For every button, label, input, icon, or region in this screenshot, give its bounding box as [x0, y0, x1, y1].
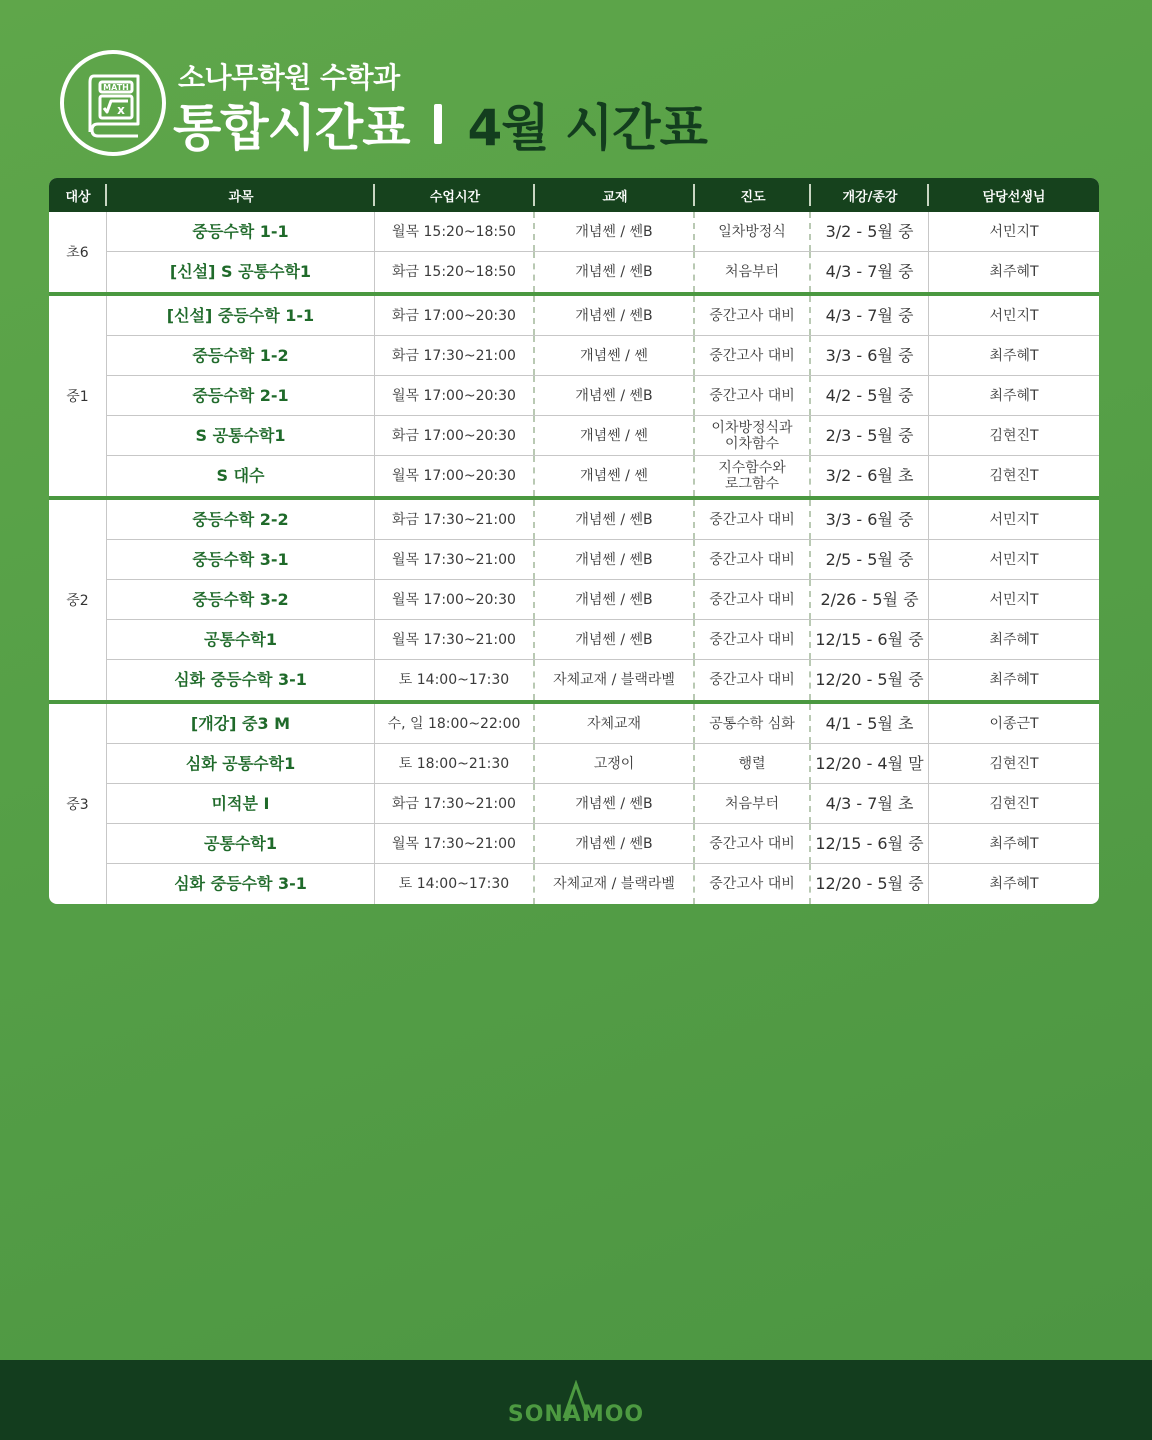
cell-book: 자체교재 / 블랙라벨 [535, 660, 695, 700]
cell-time: 토 18:00~21:30 [375, 744, 535, 783]
sonamoo-logo [486, 1380, 666, 1428]
cell-period: 4/3 - 7월 중 [811, 252, 929, 292]
cell-period: 12/15 - 6월 중 [811, 824, 929, 863]
table-row [107, 212, 1099, 252]
cell-book: 개념쎈 / 쎈 [535, 456, 695, 496]
column-header-time: 수업시간 [375, 178, 535, 212]
cell-book: 개념쎈 / 쎈B [535, 212, 695, 251]
cell-progress: 행렬 [695, 744, 811, 783]
cell-teacher: 이종근T [989, 715, 1039, 732]
cell-progress: 처음부터 [695, 252, 811, 292]
cell-book: 고쟁이 [535, 744, 695, 783]
cell-teacher: 서민지T [989, 223, 1039, 240]
column-header-subject: 과목 [107, 178, 375, 212]
cell-subject: 심화 공통수학1 [107, 744, 375, 783]
column-header-target: 대상 [49, 178, 107, 212]
cell-teacher: 서민지T [989, 307, 1039, 324]
cell-period: 2/5 - 5월 중 [811, 540, 929, 579]
table-row [107, 252, 1099, 292]
cell-book: 개념쎈 / 쎈B [535, 296, 695, 335]
cell-subject: 심화 중등수학 3-1 [107, 864, 375, 904]
cell-progress: 중간고사 대비 [695, 824, 811, 863]
cell-progress: 중간고사 대비 [695, 296, 811, 335]
table-row [107, 784, 1099, 824]
page-title [173, 92, 707, 156]
cell-teacher: 최주혜T [989, 835, 1039, 852]
cell-teacher: 김현진T [989, 468, 1039, 484]
cell-period: 4/1 - 5월 초 [811, 704, 929, 743]
table-row [107, 540, 1099, 580]
cell-subject: 중등수학 3-1 [107, 540, 375, 579]
cell-period: 12/20 - 5월 중 [811, 864, 929, 904]
svg-text:x: x [117, 103, 125, 117]
column-header-progress: 진도 [695, 178, 811, 212]
cell-progress: 중간고사 대비 [695, 376, 811, 415]
cell-progress: 중간고사 대비 [695, 580, 811, 619]
cell-subject: 미적분 I [107, 784, 375, 823]
cell-book: 개념쎈 / 쎈B [535, 376, 695, 415]
cell-teacher: 최주혜T [989, 876, 1039, 892]
title-main: 통합시간표 [173, 99, 410, 157]
table-row [107, 620, 1099, 660]
table-body [49, 212, 1099, 904]
cell-period: 12/15 - 6월 중 [811, 620, 929, 659]
cell-subject: 공통수학1 [107, 620, 375, 659]
table-row [107, 744, 1099, 784]
cell-time: 수, 일 18:00~22:00 [375, 704, 535, 743]
table-row [107, 580, 1099, 620]
cell-teacher: 김현진T [989, 755, 1039, 772]
cell-book: 개념쎈 / 쎈 [535, 336, 695, 375]
cell-progress: 지수함수와 로그함수 [695, 456, 811, 496]
cell-period: 3/2 - 6월 초 [811, 456, 929, 496]
cell-progress: 중간고사 대비 [695, 336, 811, 375]
table-row [107, 376, 1099, 416]
cell-book: 개념쎈 / 쎈B [535, 784, 695, 823]
cell-time: 월목 17:30~21:00 [375, 824, 535, 863]
table-row [107, 416, 1099, 456]
cell-period: 4/3 - 7월 초 [811, 784, 929, 823]
cell-book: 개념쎈 / 쎈B [535, 824, 695, 863]
table-group [49, 296, 1099, 500]
cell-time: 토 14:00~17:30 [375, 864, 535, 904]
column-header-book: 교재 [535, 178, 695, 212]
math-book-logo-icon [60, 50, 166, 156]
cell-period: 12/20 - 4월 말 [811, 744, 929, 783]
cell-period: 3/2 - 5월 중 [811, 212, 929, 251]
cell-book: 개념쎈 / 쎈 [535, 416, 695, 455]
academy-subtitle: 소나무학원 수학과 [178, 61, 400, 94]
cell-time: 월목 17:30~21:00 [375, 540, 535, 579]
cell-target: 중1 [49, 296, 107, 496]
cell-teacher: 최주혜T [989, 264, 1039, 280]
table-row [107, 296, 1099, 336]
cell-progress: 중간고사 대비 [695, 660, 811, 700]
table-row [107, 704, 1099, 744]
cell-time: 토 14:00~17:30 [375, 660, 535, 700]
cell-progress: 중간고사 대비 [695, 864, 811, 904]
cell-period: 4/2 - 5월 중 [811, 376, 929, 415]
cell-teacher: 서민지T [989, 511, 1039, 528]
cell-target: 중2 [49, 500, 107, 700]
title-divider [434, 104, 442, 144]
table-row [107, 660, 1099, 700]
cell-subject: [신설] S 공통수학1 [107, 252, 375, 292]
table-row [107, 864, 1099, 904]
table-row [107, 456, 1099, 496]
table-row [107, 500, 1099, 540]
cell-subject: 심화 중등수학 3-1 [107, 660, 375, 700]
column-header-teacher: 담당선생님 [982, 189, 1046, 205]
cell-time: 월목 17:00~20:30 [375, 456, 535, 496]
table-group [49, 212, 1099, 296]
cell-progress: 이차방정식과 이차함수 [695, 416, 811, 455]
cell-time: 월목 15:20~18:50 [375, 212, 535, 251]
cell-teacher: 서민지T [989, 551, 1039, 568]
table-row [107, 824, 1099, 864]
cell-book: 개념쎈 / 쎈B [535, 540, 695, 579]
cell-progress: 공통수학 심화 [695, 704, 811, 743]
cell-progress: 처음부터 [695, 784, 811, 823]
cell-subject: 중등수학 2-2 [107, 500, 375, 539]
cell-teacher: 서민지T [989, 591, 1039, 608]
cell-teacher: 최주혜T [989, 387, 1039, 404]
cell-book: 자체교재 / 블랙라벨 [535, 864, 695, 904]
cell-progress: 중간고사 대비 [695, 500, 811, 539]
cell-time: 월목 17:30~21:00 [375, 620, 535, 659]
cell-period: 2/3 - 5월 중 [811, 416, 929, 455]
cell-period: 4/3 - 7월 중 [811, 296, 929, 335]
cell-subject: 중등수학 1-1 [107, 212, 375, 251]
table-row [107, 336, 1099, 376]
cell-subject: 중등수학 3-2 [107, 580, 375, 619]
cell-teacher: 김현진T [989, 427, 1039, 444]
cell-subject: [신설] 중등수학 1-1 [107, 296, 375, 335]
cell-teacher: 최주혜T [989, 631, 1039, 648]
cell-period: 12/20 - 5월 중 [811, 660, 929, 700]
cell-progress: 중간고사 대비 [695, 540, 811, 579]
brand-name: SONAMOO [507, 1402, 645, 1427]
cell-period: 2/26 - 5월 중 [811, 580, 929, 619]
table-group [49, 704, 1099, 904]
cell-subject: [개강] 중3 M [107, 704, 375, 743]
cell-time: 월목 17:00~20:30 [375, 580, 535, 619]
cell-time: 월목 17:00~20:30 [375, 376, 535, 415]
cell-period: 3/3 - 6월 중 [811, 500, 929, 539]
cell-time: 화금 17:30~21:00 [375, 784, 535, 823]
cell-subject: 중등수학 2-1 [107, 376, 375, 415]
column-header-period: 개강/종강 [811, 178, 929, 212]
cell-subject: 공통수학1 [107, 824, 375, 863]
cell-book: 개념쎈 / 쎈B [535, 580, 695, 619]
cell-subject: 중등수학 1-2 [107, 336, 375, 375]
cell-book: 개념쎈 / 쎈B [535, 252, 695, 292]
cell-time: 화금 17:30~21:00 [375, 336, 535, 375]
cell-progress: 중간고사 대비 [695, 620, 811, 659]
cell-target: 초6 [49, 212, 107, 292]
title-month: 4월 시간표 [467, 99, 707, 157]
cell-progress: 일차방정식 [695, 212, 811, 251]
svg-text:MATH: MATH [103, 83, 129, 92]
cell-time: 화금 15:20~18:50 [375, 252, 535, 292]
cell-target: 중3 [49, 704, 107, 904]
cell-book: 자체교재 [535, 704, 695, 743]
cell-book: 개념쎈 / 쎈B [535, 500, 695, 539]
cell-teacher: 최주혜T [989, 672, 1039, 688]
cell-subject: S 공통수학1 [107, 416, 375, 455]
cell-book: 개념쎈 / 쎈B [535, 620, 695, 659]
cell-time: 화금 17:00~20:30 [375, 416, 535, 455]
cell-teacher: 김현진T [989, 795, 1039, 812]
cell-teacher: 최주혜T [989, 347, 1039, 364]
cell-subject: S 대수 [107, 456, 375, 496]
cell-time: 화금 17:00~20:30 [375, 296, 535, 335]
table-header [49, 178, 1099, 212]
cell-time: 화금 17:30~21:00 [375, 500, 535, 539]
table-group [49, 500, 1099, 704]
timetable [49, 178, 1099, 904]
cell-period: 3/3 - 6월 중 [811, 336, 929, 375]
